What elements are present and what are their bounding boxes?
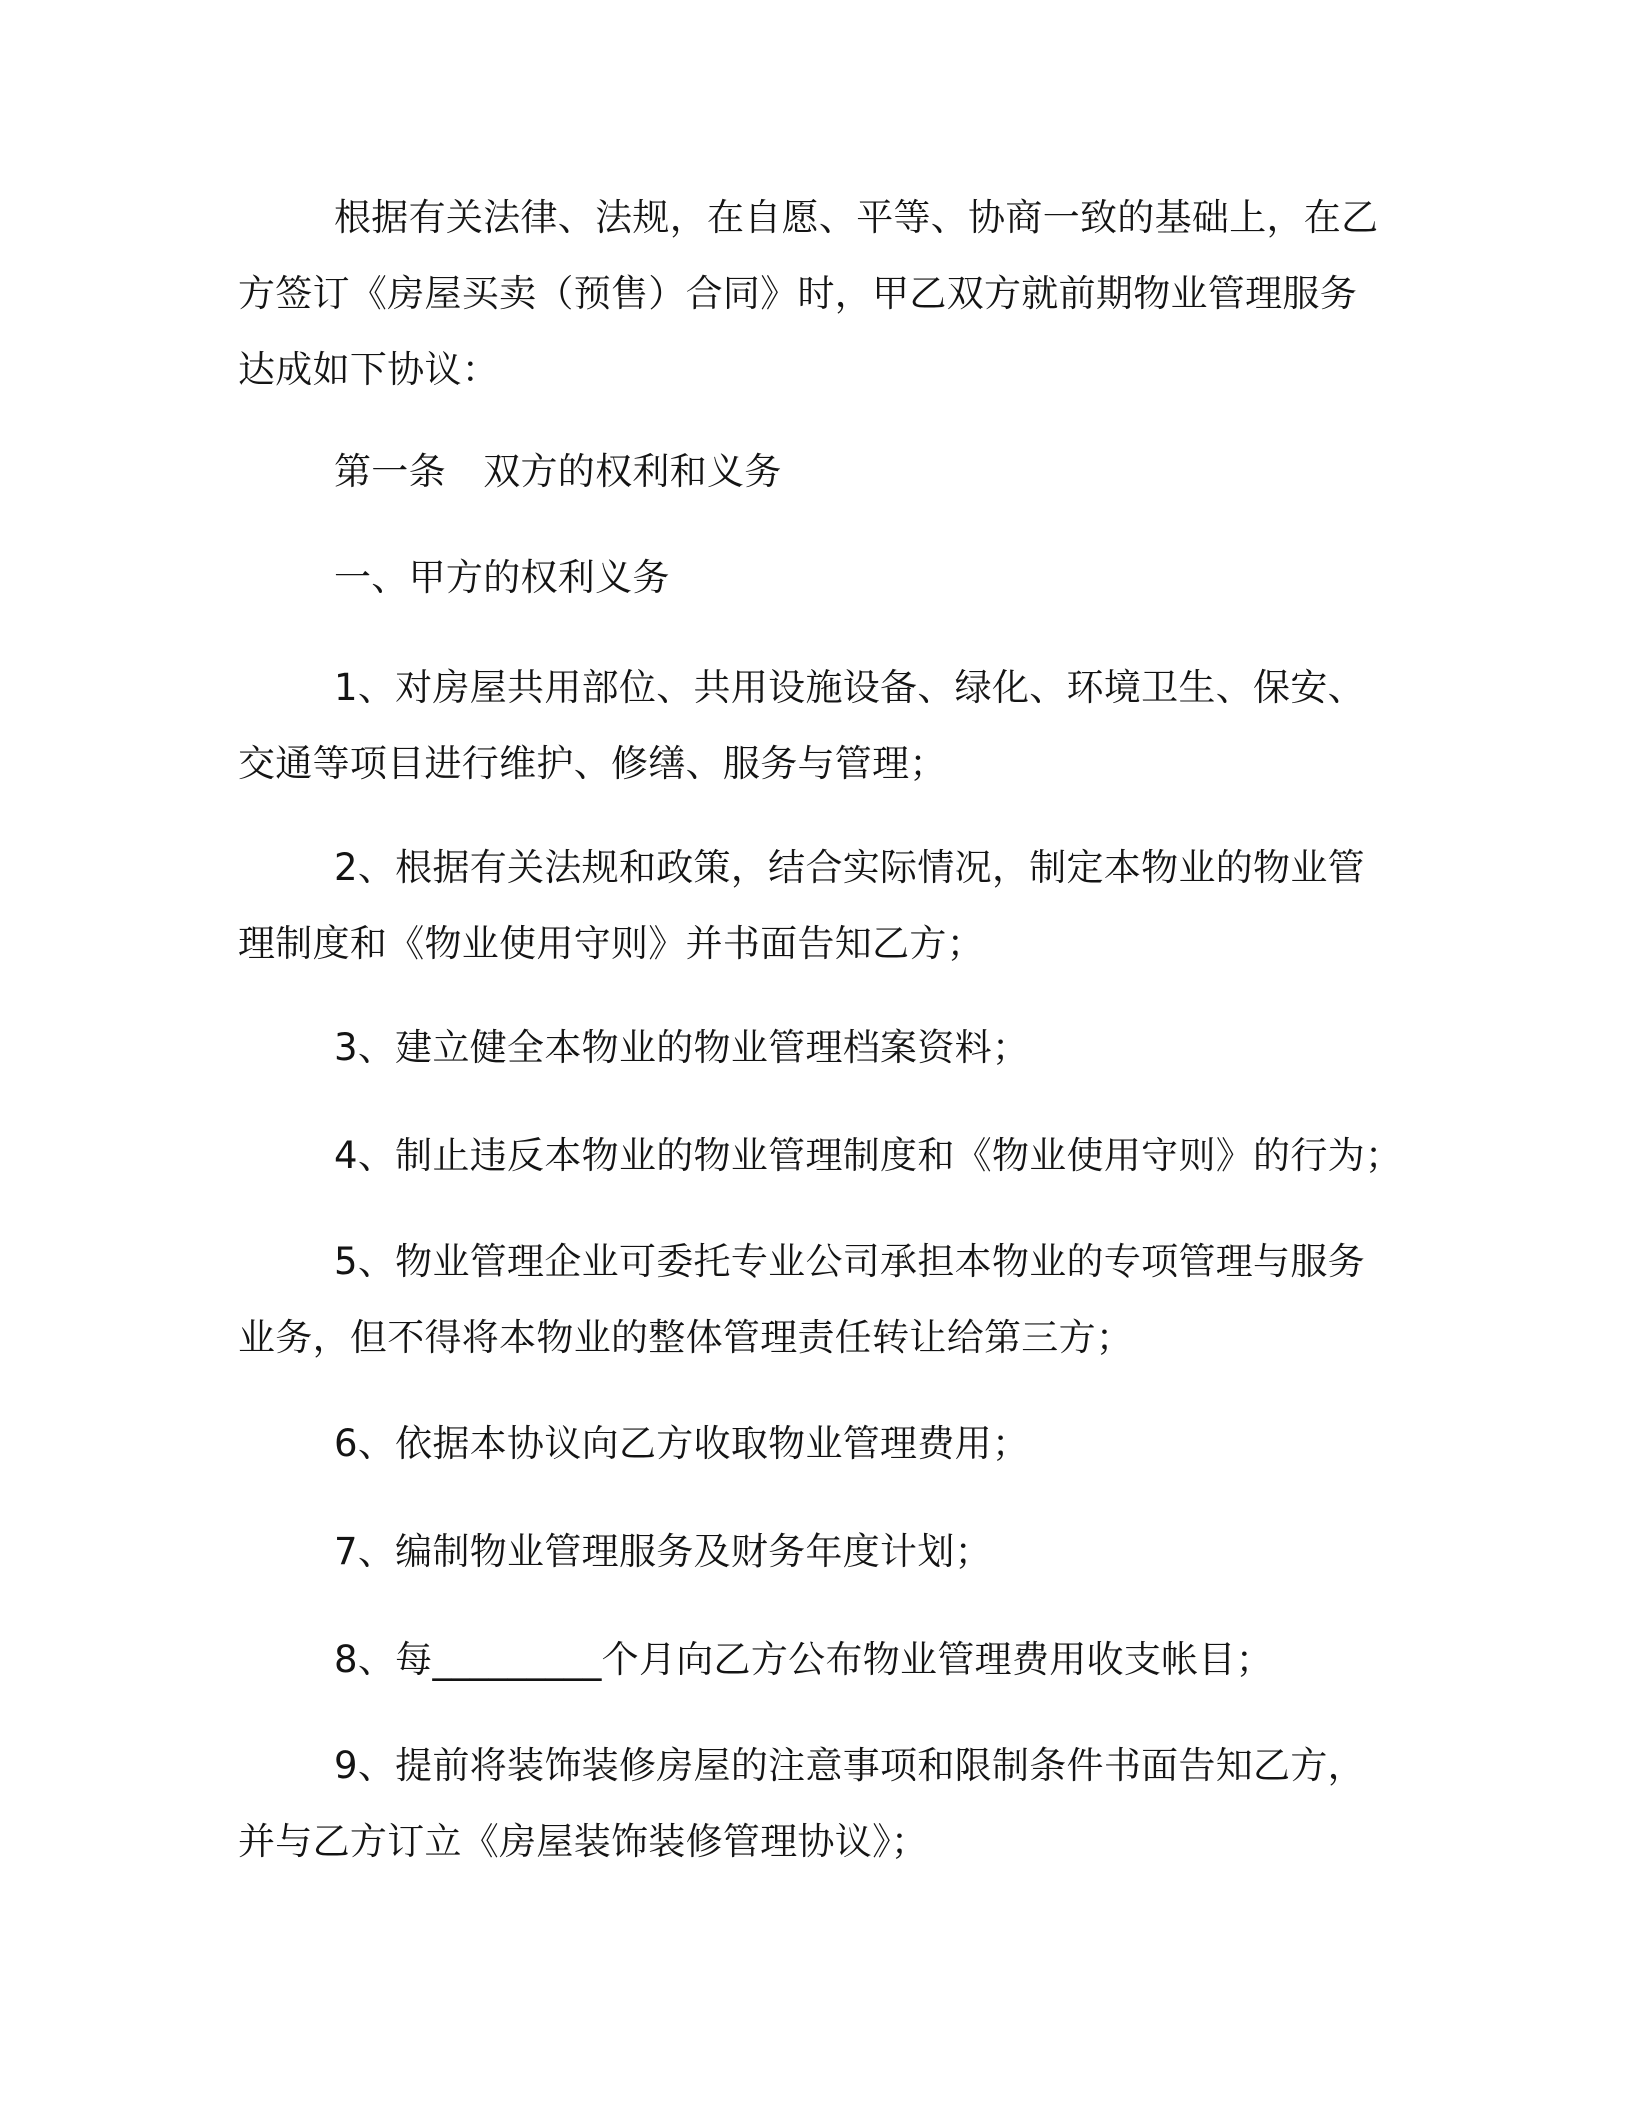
intro-line-3: 达成如下协议： xyxy=(238,348,500,391)
item-6-line-1: 6、依据本协议向乙方收取物业管理费用； xyxy=(334,1422,1030,1465)
item-2 xyxy=(238,830,1365,982)
item-1-line-1: 1、对房屋共用部位、共用设施设备、绿化、环境卫生、保安、 xyxy=(334,666,1365,709)
item-9-line-1: 9、提前将装饰装修房屋的注意事项和限制条件书面告知乙方， xyxy=(334,1744,1365,1787)
item-7 xyxy=(238,1514,992,1590)
item-1-line-2: 交通等项目进行维护、修缮、服务与管理； xyxy=(238,742,947,785)
item-8 xyxy=(238,1622,1273,1698)
section-1-title-text: 一、甲方的权利义务 xyxy=(334,556,670,599)
item-3 xyxy=(238,1010,1029,1086)
item-3-line-1: 3、建立健全本物业的物业管理档案资料； xyxy=(334,1026,1030,1069)
intro-line-2: 方签订《房屋买卖（预售）合同》时，甲乙双方就前期物业管理服务 xyxy=(238,272,1357,315)
item-6 xyxy=(238,1406,1029,1482)
intro-paragraph xyxy=(238,180,1378,408)
section-1-title xyxy=(238,540,670,616)
item-5-line-1: 5、物业管理企业可委托专业公司承担本物业的专项管理与服务 xyxy=(334,1240,1365,1283)
intro-line-1: 根据有关法律、法规，在自愿、平等、协商一致的基础上，在乙 xyxy=(334,196,1379,239)
item-9-line-2: 并与乙方订立《房屋装饰装修管理协议》； xyxy=(238,1820,929,1863)
item-5 xyxy=(238,1224,1365,1376)
article-1-title-text: 第一条 双方的权利和义务 xyxy=(334,450,782,493)
item-9 xyxy=(238,1728,1365,1880)
item-5-line-2: 业务，但不得将本物业的整体管理责任转让给第三方； xyxy=(238,1316,1134,1359)
item-2-line-2: 理制度和《物业使用守则》并书面告知乙方； xyxy=(238,922,984,965)
item-4 xyxy=(238,1118,1402,1194)
item-8-line-1: 8、每_________个月向乙方公布物业管理费用收支帐目； xyxy=(334,1638,1274,1681)
item-7-line-1: 7、编制物业管理服务及财务年度计划； xyxy=(334,1530,992,1573)
item-4-line-1: 4、制止违反本物业的物业管理制度和《物业使用守则》的行为； xyxy=(334,1134,1403,1177)
item-1 xyxy=(238,650,1365,802)
article-1-title xyxy=(238,434,782,510)
item-2-line-1: 2、根据有关法规和政策，结合实际情况，制定本物业的物业管 xyxy=(334,846,1365,889)
